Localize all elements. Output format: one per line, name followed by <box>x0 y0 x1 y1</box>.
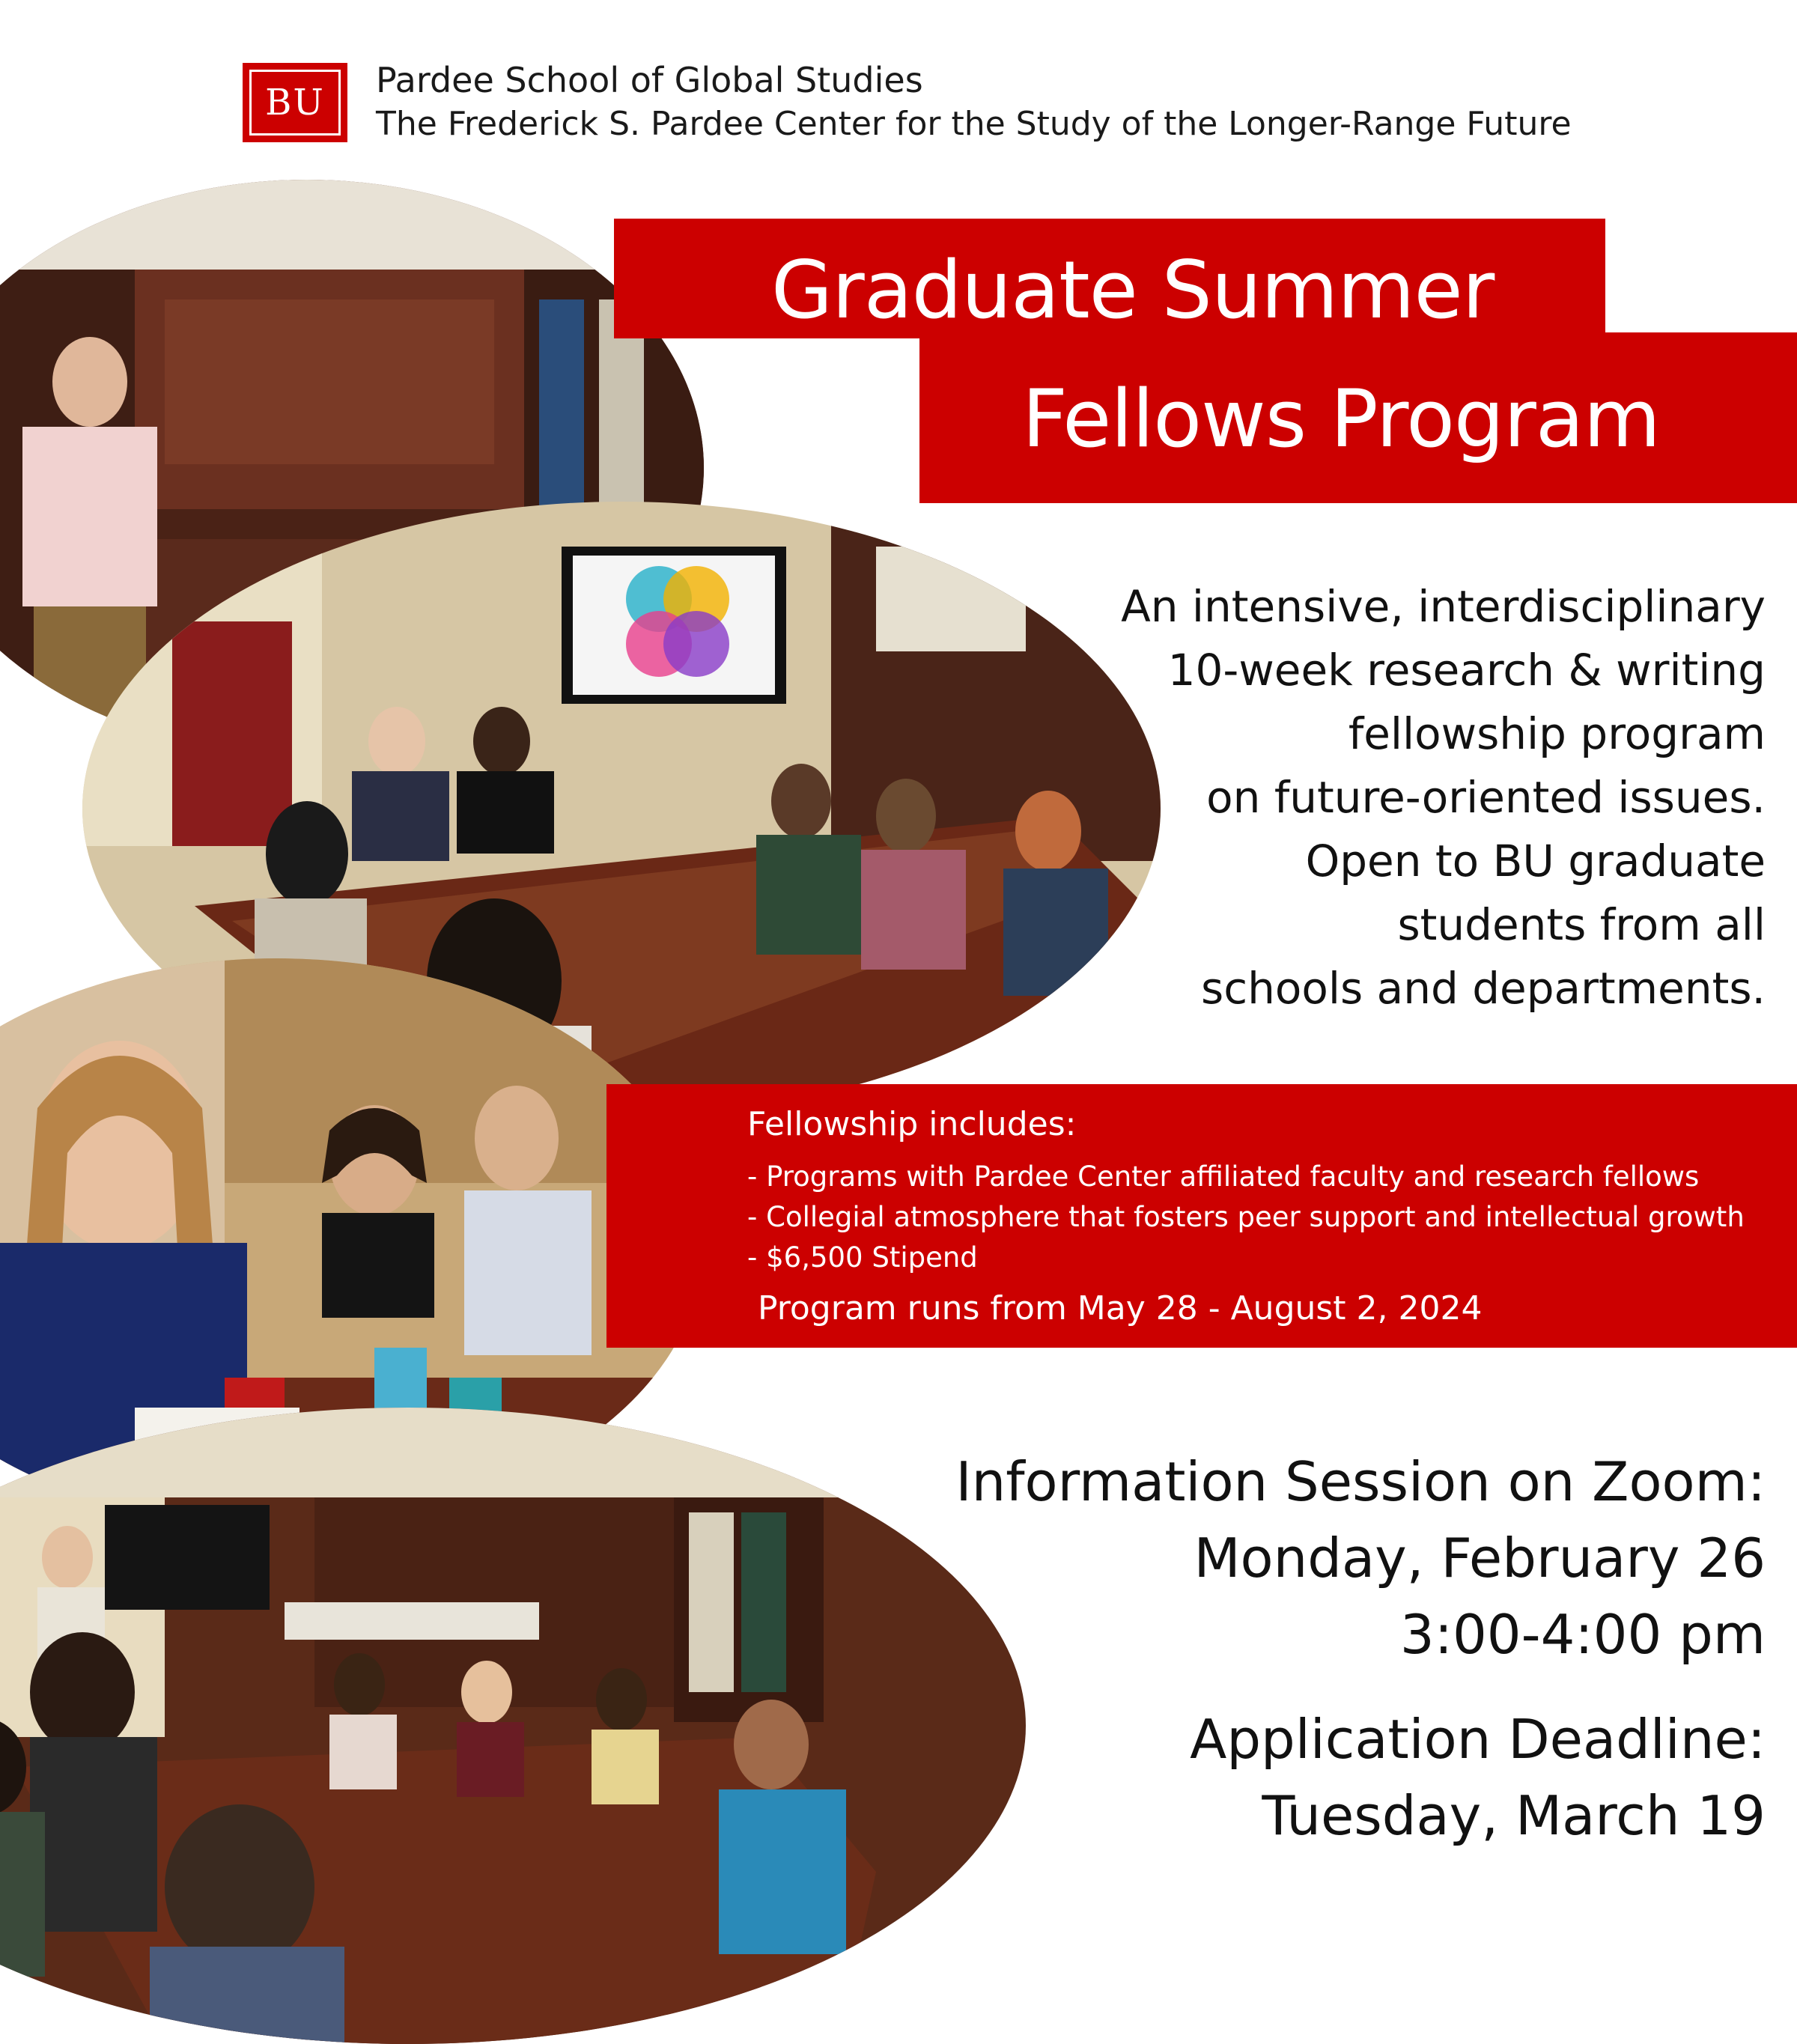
includes-item: - Collegial atmosphere that fosters peer support and intellectual growth <box>747 1201 1745 1233</box>
info-session-heading: Information Session on Zoom: <box>955 1450 1766 1513</box>
description-line: 10-week research & writing <box>1167 645 1766 696</box>
description-line: on future-oriented issues. <box>1206 772 1766 823</box>
includes-item: - Programs with Pardee Center affiliated faculty and research fellows <box>747 1161 1700 1193</box>
description-line: fellowship program <box>1348 708 1766 759</box>
info-session-date: Monday, February 26 <box>1194 1527 1766 1590</box>
includes-item: - $6,500 Stipend <box>747 1241 978 1274</box>
info-session-time: 3:00-4:00 pm <box>1399 1603 1766 1666</box>
description-line: Open to BU graduate <box>1305 836 1766 886</box>
photo-group-meeting <box>0 1408 1026 2044</box>
description-line: schools and departments. <box>1201 963 1766 1014</box>
program-title-line-2: Fellows Program <box>1022 373 1660 465</box>
deadline-heading: Application Deadline: <box>1190 1708 1766 1771</box>
header <box>243 60 1590 145</box>
info-section <box>942 1444 1766 1854</box>
program-dates: Program runs from May 28 - August 2, 2024 <box>758 1289 1483 1327</box>
bu-logo-text: BU <box>265 82 325 124</box>
includes-heading: Fellowship includes: <box>747 1105 1077 1143</box>
center-name: The Frederick S. Pardee Center for the Study of the Longer-Range Future <box>376 105 1572 143</box>
bu-logo <box>243 63 347 142</box>
description-line: An intensive, interdisciplinary <box>1121 581 1766 632</box>
program-title-line-1: Graduate Summer <box>771 244 1495 336</box>
deadline-date: Tuesday, March 19 <box>1262 1784 1766 1847</box>
school-name: Pardee School of Global Studies <box>376 60 923 100</box>
program-description <box>942 575 1766 1021</box>
description-line: students from all <box>1397 899 1766 950</box>
